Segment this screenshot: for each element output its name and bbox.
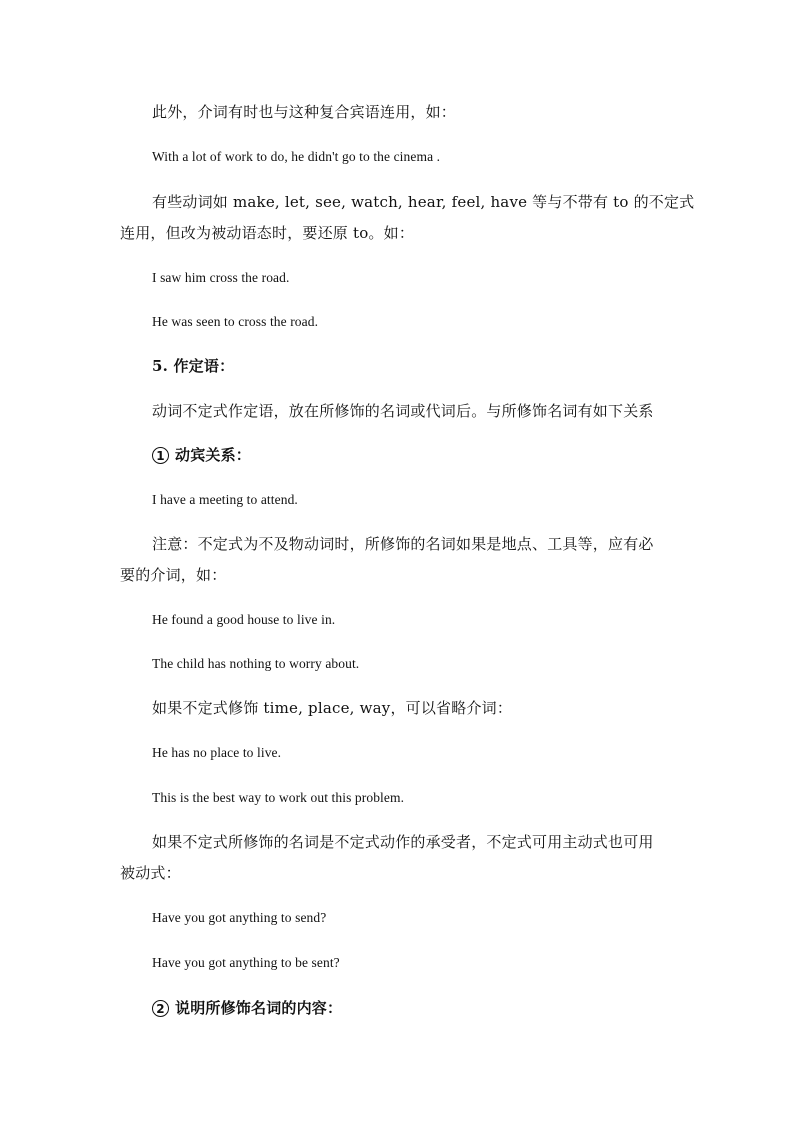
subsection-heading-text: 动宾关系： [175,446,252,464]
example-sentence: With a lot of work to do, he didn't go to the cinema . [152,149,441,164]
subsection-heading [0,445,794,465]
paragraph-line: 此外，介词有时也与这种复合宾语连用，如： [152,103,457,121]
subsection-heading [0,998,794,1018]
paragraph-line: 如果不定式修饰 time, place, way，可以省略介词： [152,699,513,717]
paragraph-line: 被动式： [120,864,181,882]
paragraph-line: 注意：不定式为不及物动词时，所修饰的名词如果是地点、工具等，应有必 [152,535,654,553]
example-sentence: He was seen to cross the road. [152,314,319,329]
example-sentence: This is the best way to work out this problem. [152,790,405,805]
example-sentence: I have a meeting to attend. [152,492,298,507]
example-sentence: The child has nothing to worry about. [152,656,360,671]
circled-number-two: 2 [152,1000,169,1017]
paragraph-line: 要的介词，如： [120,566,227,584]
paragraph-line: 动词不定式作定语，放在所修饰的名词或代词后。与所修饰名词有如下关系 [152,402,654,420]
paragraph-line: 有些动词如 make, let, see, watch, hear, feel, have 等与不带有 to 的不定式 [152,193,695,211]
example-sentence: Have you got anything to send? [152,910,327,925]
subsection-heading-text: 说明所修饰名词的内容： [175,999,343,1017]
example-sentence: He found a good house to live in. [152,612,336,627]
section-heading: 5. 作定语： [152,357,235,375]
example-sentence: He has no place to live. [152,745,282,760]
example-sentence: I saw him cross the road. [152,270,290,285]
circled-number-one: 1 [152,447,169,464]
example-sentence: Have you got anything to be sent? [152,955,340,970]
paragraph-line: 如果不定式所修饰的名词是不定式动作的承受者，不定式可用主动式也可用 [152,833,654,851]
paragraph-line: 连用，但改为被动语态时，要还原 to。如： [120,224,415,242]
